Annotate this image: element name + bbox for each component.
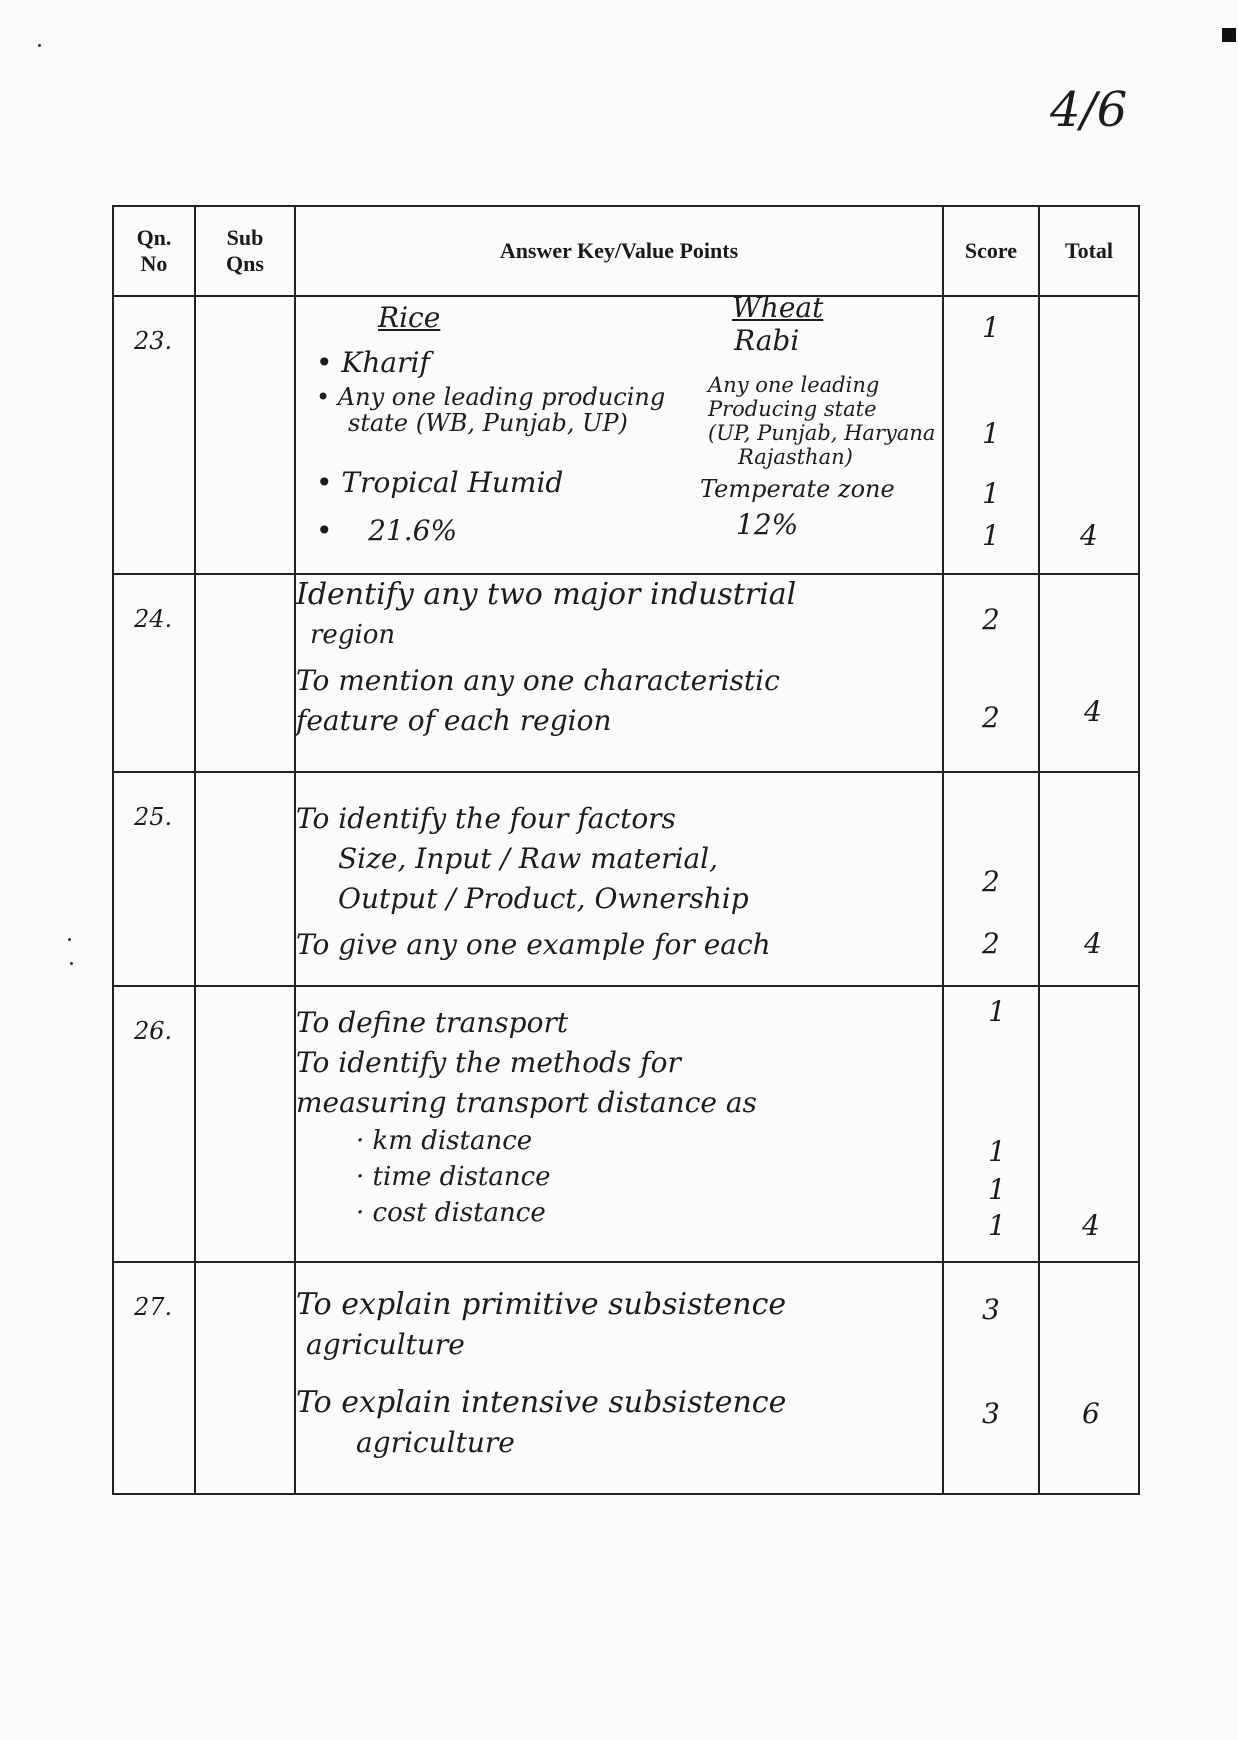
score-mark: 2 [982, 603, 1000, 636]
page-number: 4/6 [1050, 82, 1128, 138]
total-cell [1039, 296, 1139, 574]
score-mark: 2 [982, 927, 1000, 960]
answer-line: Output / Product, Ownership [338, 882, 749, 915]
scan-corner-mark [1222, 28, 1236, 42]
wheat-state-line4: Rajasthan) [738, 445, 853, 469]
question-number: 23. [134, 327, 173, 355]
sub-qns-header [195, 206, 295, 296]
rice-share-text: 21.6% [368, 514, 458, 547]
question-row-27 [113, 1262, 1139, 1494]
score-cell [943, 1262, 1039, 1494]
answer-line: agriculture [306, 1328, 465, 1361]
question-row-26 [113, 986, 1139, 1262]
sub-qns-cell [195, 1262, 295, 1494]
total-mark: 6 [1082, 1397, 1100, 1430]
score-cell [943, 296, 1039, 574]
sub-header-line2: Qns [226, 251, 264, 276]
score-mark: 1 [988, 1135, 1006, 1168]
answer-line: region [310, 620, 396, 650]
rice-climate-text: Tropical Humid [341, 466, 564, 499]
wheat-state-line3: (UP, Punjab, Haryana [708, 421, 936, 445]
sub-qns-cell [195, 574, 295, 772]
wheat-heading: Wheat [732, 291, 824, 324]
total-header: Total [1039, 206, 1139, 296]
question-number: 24. [134, 605, 173, 633]
answer-line: · cost distance [356, 1198, 546, 1228]
sub-qns-cell [195, 772, 295, 986]
score-mark: 1 [982, 311, 1000, 344]
sub-header-line1: Sub [226, 225, 264, 250]
sub-qns-cell [195, 986, 295, 1262]
total-mark: 4 [1084, 695, 1102, 728]
qn-header-line1: Qn. [136, 225, 172, 250]
score-cell [943, 574, 1039, 772]
total-mark: 4 [1080, 519, 1098, 552]
question-number: 26. [134, 1017, 173, 1045]
rice-season-text: Kharif [341, 346, 430, 379]
question-row-25 [113, 772, 1139, 986]
score-mark: 1 [982, 417, 1000, 450]
answer-line: measuring transport distance as [296, 1086, 757, 1119]
score-cell [943, 772, 1039, 986]
score-mark: 3 [982, 1293, 1000, 1326]
score-mark: 1 [982, 477, 1000, 510]
score-header: Score [943, 206, 1039, 296]
total-cell [1039, 574, 1139, 772]
qn-no-header [113, 206, 195, 296]
total-mark: 4 [1084, 927, 1102, 960]
answer-cell [295, 574, 943, 772]
question-number: 25. [134, 803, 173, 831]
answer-line: Identify any two major industrial [296, 577, 797, 612]
rice-climate: • Tropical Humid [316, 466, 564, 499]
answer-line: To explain intensive subsistence [296, 1385, 787, 1420]
answer-cell [295, 291, 943, 574]
answer-line: · km distance [356, 1126, 533, 1156]
wheat-state-line2: Producing state [708, 397, 877, 421]
total-cell [1039, 772, 1139, 986]
scan-speck [38, 44, 41, 47]
question-number: 27. [134, 1293, 173, 1321]
answer-line: To give any one example for each [296, 928, 771, 961]
rice-heading: Rice [378, 301, 441, 334]
answer-line: To mention any one characteristic [296, 664, 780, 697]
answer-line: Size, Input / Raw material, [338, 842, 719, 875]
rice-state-line1: • Any one leading producing [316, 383, 666, 411]
score-mark: 2 [982, 865, 1000, 898]
scan-speck [68, 938, 71, 941]
score-mark: 1 [988, 1209, 1006, 1242]
total-cell [1039, 986, 1139, 1262]
total-mark: 4 [1082, 1209, 1100, 1242]
score-mark: 1 [982, 519, 1000, 552]
rice-state-line1-text: Any one leading producing [337, 383, 666, 411]
wheat-season: Rabi [734, 324, 800, 357]
answer-line: agriculture [356, 1426, 515, 1459]
score-mark: 3 [982, 1397, 1000, 1430]
scan-speck [70, 962, 73, 965]
answer-key-table [112, 205, 1140, 1495]
answer-line: feature of each region [296, 704, 612, 737]
total-cell [1039, 1262, 1139, 1494]
wheat-climate: Temperate zone [700, 475, 895, 503]
answer-line: To identify the four factors [296, 802, 676, 835]
qn-header-line2: No [140, 251, 168, 276]
score-cell [943, 986, 1039, 1262]
rice-state-line2: state (WB, Punjab, UP) [348, 409, 628, 437]
answer-cell [295, 772, 943, 986]
wheat-state-line1: Any one leading [708, 373, 880, 397]
answer-line: To define transport [296, 1006, 569, 1039]
score-mark: 2 [982, 701, 1000, 734]
rice-season: • Kharif [316, 346, 430, 379]
answer-line: · time distance [356, 1162, 551, 1192]
header-row [113, 206, 1139, 296]
answer-cell [295, 986, 943, 1262]
rice-share: • 21.6% [316, 514, 458, 547]
answer-line: To explain primitive subsistence [296, 1287, 787, 1322]
score-mark: 1 [988, 1173, 1006, 1206]
wheat-share: 12% [736, 508, 799, 541]
answer-key-header: Answer Key/Value Points [295, 206, 943, 296]
sub-qns-cell [195, 296, 295, 574]
question-row-24 [113, 574, 1139, 772]
question-row-23 [113, 296, 1139, 574]
answer-cell [295, 1262, 943, 1494]
score-mark: 1 [988, 995, 1006, 1028]
answer-line: To identify the methods for [296, 1046, 681, 1079]
